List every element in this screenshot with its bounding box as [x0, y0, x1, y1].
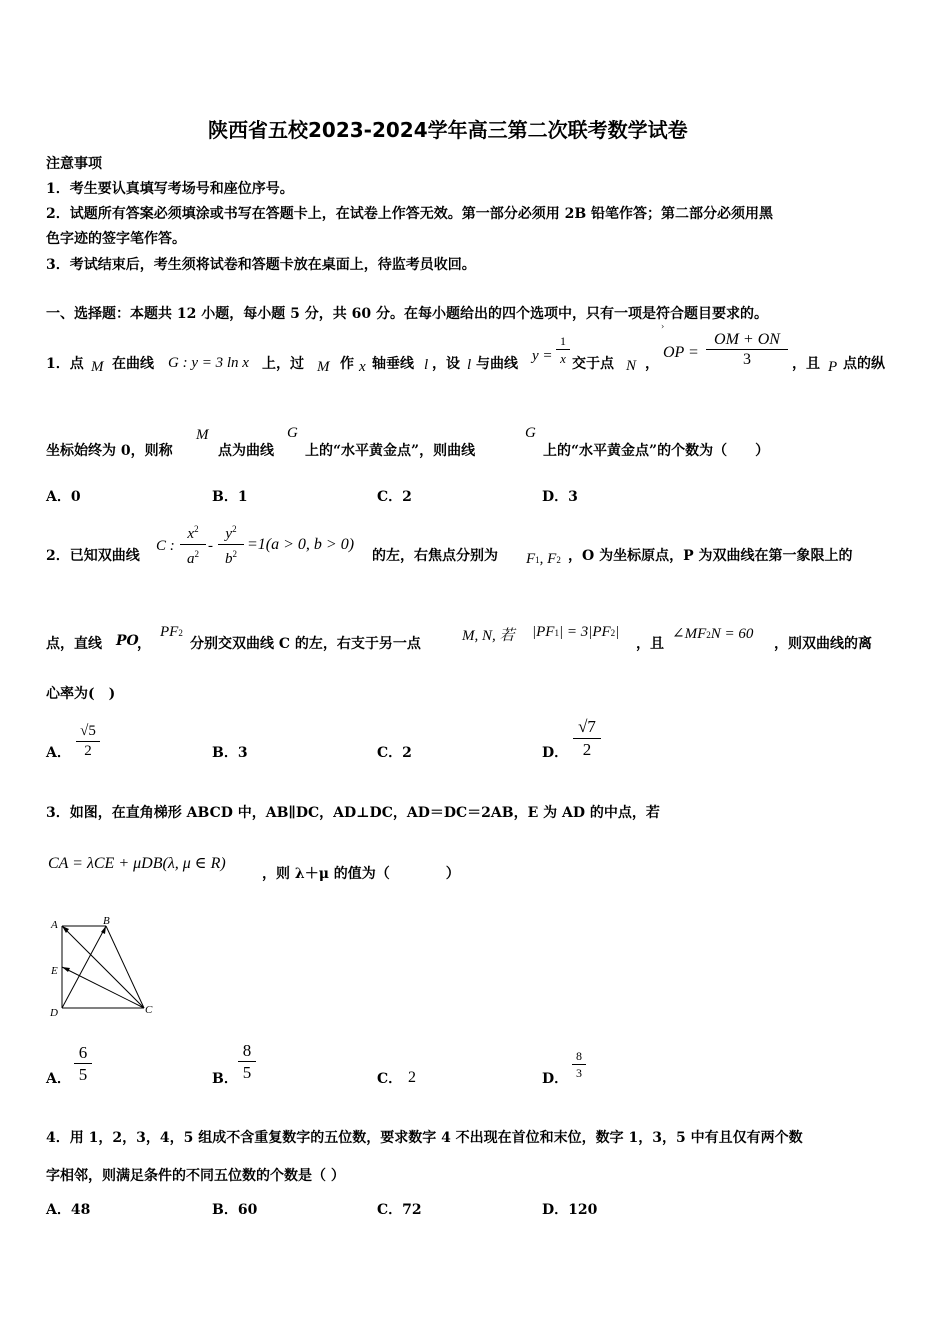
q2-option-b: B．3 — [212, 745, 248, 761]
q2-option-d-den: 2 — [582, 740, 592, 759]
q1-text: 上的“水平黄金点”，则曲线 — [305, 443, 476, 459]
q2-line-pf2: PF2 — [160, 624, 183, 640]
q2-option-a-frac — [76, 722, 100, 761]
q1-option-a: A．0 — [46, 489, 81, 505]
vector-db — [62, 926, 106, 1008]
q1-text: ，设 — [432, 356, 460, 372]
q2-points-mn: M, N, 若 — [462, 628, 515, 644]
q3-formula: CA = λCE + μDB(λ, μ ∈ R) — [48, 855, 226, 872]
q4-stem: 4．用 1，2，3，4，5 组成不含重复数字的五位数，要求数字 4 不出现在首位和末位，数字 1，3，5 中有且仅有两个数 — [46, 1130, 803, 1146]
notice-item-2: 2．试题所有答案必须填涂或书写在答题卡上，在试卷上作答无效。第一部分必须用 2B 铅笔作答；第二部分必须用黑 — [46, 206, 774, 222]
fig-label-d: D — [50, 1007, 58, 1019]
fig-label-b: B — [103, 915, 110, 927]
fig-label-c: C — [145, 1004, 153, 1016]
q2-y-fraction — [218, 520, 244, 569]
q3-option-d: D． — [542, 1071, 569, 1087]
q2-text: ，且 — [636, 636, 664, 652]
q4-stem-cont: 字相邻，则满足条件的不同五位数的个数是（ ） — [46, 1168, 345, 1184]
trapezoid-figure — [44, 912, 164, 1022]
q1-option-d: D．3 — [542, 489, 578, 505]
q1-curve-g: G — [287, 425, 298, 441]
q1-text: 点为曲线 — [218, 443, 274, 459]
q2-x-fraction — [180, 520, 206, 569]
q2-text: 心率为( ) — [46, 686, 116, 702]
fig-label-a: A — [51, 919, 58, 931]
q1-axis-x: x — [359, 359, 366, 375]
q2-option-d-frac — [573, 716, 601, 761]
q3-option-b-den: 5 — [242, 1063, 252, 1082]
q2-angle: ∠MF2N = 60 — [672, 626, 754, 642]
q1-point-p: P — [828, 359, 838, 375]
q2-line-po: PO — [116, 633, 139, 649]
q3-option-a-frac — [74, 1042, 92, 1085]
q2-text: ，O 为坐标原点，P 为双曲线在第一象限上的 — [568, 548, 853, 564]
q1-text: 点的纵 — [843, 356, 885, 372]
q1-option-c: C．2 — [377, 489, 412, 505]
q3-option-c-value: 2 — [408, 1069, 416, 1086]
q2-number: 2．已知双曲线 — [46, 548, 140, 564]
q1-text: ，且 — [792, 356, 820, 372]
q2-option-a: A． — [46, 745, 71, 761]
q3-option-d-den: 3 — [576, 1066, 582, 1080]
q2-hyperbola-c: C : — [156, 538, 175, 554]
q2-text: ，则双曲线的离 — [774, 636, 872, 652]
notice-item-3: 3．考试结束后，考生须将试卷和答题卡放在桌面上，待监考员收回。 — [46, 257, 476, 273]
vector-ce — [62, 967, 144, 1008]
notice-item-2-cont: 色字迹的签字笔作答。 — [46, 231, 186, 247]
q1-fraction-den: x — [560, 351, 566, 366]
q2-y-var: y — [225, 526, 233, 542]
q3-option-c: C． — [377, 1071, 403, 1087]
q4-option-a: A．48 — [46, 1202, 91, 1218]
q2-foci: F1, F2 — [526, 551, 561, 567]
q2-angle-mf: ∠MF — [672, 626, 707, 642]
q1-text: ， — [645, 356, 659, 372]
q3-stem-cont: ，则 λ＋μ 的值为（ ） — [262, 866, 460, 882]
q2-condition: =1(a > 0, b > 0) — [247, 536, 355, 553]
q1-text: 上的“水平黄金点”的个数为（ ） — [543, 443, 770, 459]
q2-text: ， — [137, 636, 151, 652]
q1-number: 1．点 — [46, 356, 84, 372]
q2-option-a-den: 2 — [84, 743, 92, 759]
q1-point-m: M — [196, 427, 209, 443]
q2-text: 的左，右焦点分别为 — [372, 548, 498, 564]
exam-title: 陕西省五校2023-2024学年高三第二次联考数学试卷 — [208, 118, 688, 142]
q2-f2: F — [547, 551, 557, 567]
q1-option-b: B．1 — [212, 489, 248, 505]
q3-option-a: A． — [46, 1071, 71, 1087]
q1-line-l: l — [467, 357, 472, 373]
q2-abs-cond: |PF1| = 3|PF2| — [532, 624, 620, 640]
q1-op-num: OM + ON — [706, 330, 788, 350]
fig-label-e: E — [51, 965, 58, 977]
vector-arrow-icon: › — [661, 322, 665, 331]
q1-point-m: M — [91, 359, 104, 375]
q1-text: 坐标始终为 0，则称 — [46, 443, 173, 459]
q1-curve-g: G — [525, 425, 536, 441]
q2-minus: - — [208, 538, 213, 554]
q2-option-d-num: √7 — [573, 716, 601, 739]
q2-option-a-num: √5 — [76, 722, 100, 742]
q1-text: 上，过 — [262, 356, 304, 372]
q1-point-m: M — [317, 359, 330, 375]
q2-y-num: $y^2$ — [218, 520, 244, 545]
q2-a-den: $a^2$ — [187, 549, 199, 567]
q1-text: 作 — [340, 356, 354, 372]
q3-option-b-num: 8 — [238, 1040, 256, 1062]
q3-option-a-den: 5 — [78, 1065, 88, 1084]
q1-curve-g: G : y = 3 ln x — [168, 355, 249, 371]
q2-b-den: $b^2$ — [225, 549, 237, 567]
q2-x-num: $x^2$ — [180, 520, 206, 545]
q4-option-c: C．72 — [377, 1202, 422, 1218]
section-heading: 一、选择题：本题共 12 小题，每小题 5 分，共 60 分。在每小题给出的四个选项中，只有一项是符合题目要求的。 — [46, 306, 768, 322]
q2-abs-pf1: |PF — [532, 624, 555, 640]
q3-option-b-frac — [238, 1040, 256, 1083]
q2-pf: PF — [160, 624, 179, 640]
q1-fraction-num: 1 — [556, 334, 570, 350]
q4-option-b: B．60 — [212, 1202, 258, 1218]
q3-option-a-num: 6 — [74, 1042, 92, 1064]
q3-option-b: B． — [212, 1071, 238, 1087]
q1-text: 交于点 — [572, 356, 614, 372]
notice-heading: 注意事项 — [46, 156, 102, 172]
q1-text: 与曲线 — [476, 356, 518, 372]
q2-option-c: C．2 — [377, 745, 412, 761]
q1-line-l: l — [424, 357, 429, 373]
arrow-head-icon — [62, 967, 70, 972]
q1-op-fraction — [706, 330, 788, 369]
q2-option-d: D． — [542, 745, 569, 761]
q2-b-var: b — [225, 551, 233, 567]
q4-option-d: D．120 — [542, 1202, 598, 1218]
q3-option-d-frac — [572, 1048, 586, 1081]
vector-ca — [62, 926, 144, 1008]
notice-item-1: 1．考生要认真填写考场号和座位序号。 — [46, 181, 294, 197]
q2-x-var: x — [187, 526, 195, 542]
q1-op-den: 3 — [743, 351, 751, 368]
q1-vector-op: OP = — [663, 344, 699, 361]
q1-text: 轴垂线 — [372, 356, 414, 372]
q2-text: 点，直线 — [46, 636, 102, 652]
q3-option-d-num: 8 — [572, 1048, 586, 1065]
q1-text: 在曲线 — [112, 356, 154, 372]
q2-text: 分别交双曲线 C 的左，右支于另一点 — [190, 636, 421, 652]
q2-a-var: a — [187, 551, 195, 567]
q3-stem: 3．如图，在直角梯形 ABCD 中，AB∥DC，AD⊥DC，AD＝DC＝2AB，E 为 AD 的中点，若 — [46, 805, 660, 821]
q2-f1: F — [526, 551, 536, 567]
q1-curve-y: y = — [532, 348, 553, 364]
q1-fraction — [556, 334, 570, 367]
q2-angle-n: N = 60 — [710, 626, 754, 642]
q1-point-n: N — [626, 358, 637, 374]
arrow-head-icon — [101, 926, 106, 934]
segment-bc — [106, 926, 144, 1008]
